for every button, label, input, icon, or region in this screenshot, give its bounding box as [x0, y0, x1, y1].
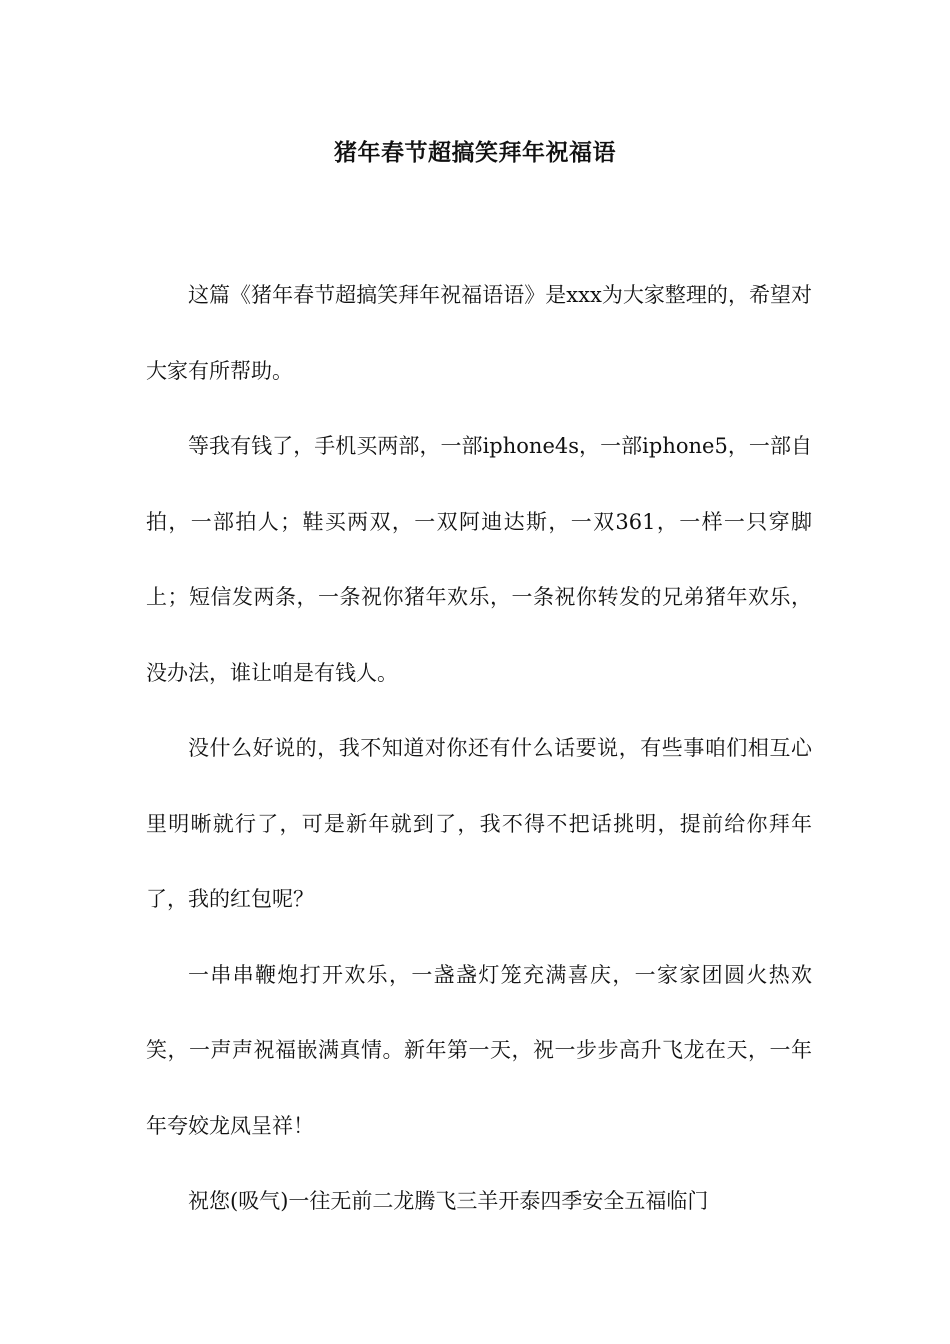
paragraph-red-envelope: 没什么好说的，我不知道对你还有什么话要说，有些事咱们相互心里明晰就行了，可是新年就到了，我不得不把话挑明，提前给你拜年了，我的红包呢？ [146, 736, 812, 911]
paragraph-intro: 这篇《猪年春节超搞笑拜年祝福语语》是xxx为大家整理的，希望对大家有所帮助。 [146, 283, 812, 383]
document-body [146, 258, 812, 1240]
paragraph-wishes: 祝您(吸气)一往无前二龙腾飞三羊开泰四季安全五福临门 [188, 1189, 709, 1213]
paragraph-rich-person: 等我有钱了，手机买两部，一部iphone4s，一部iphone5，一部自拍，一部拍人；鞋买两双，一双阿迪达斯，一双361，一样一只穿脚上；短信发两条，一条祝你猪年欢乐，一条祝你转发的兄弟猪年欢乐，没办法，谁让咱是有钱人。 [146, 434, 812, 685]
paragraph-firecrackers: 一串串鞭炮打开欢乐，一盏盏灯笼充满喜庆，一家家团圆火热欢笑，一声声祝福嵌满真情。新年第一天，祝一步步高升飞龙在天，一年年夸姣龙凤呈祥！ [146, 962, 812, 1138]
document-title: 猪年春节超搞笑拜年祝福语 [334, 140, 616, 166]
